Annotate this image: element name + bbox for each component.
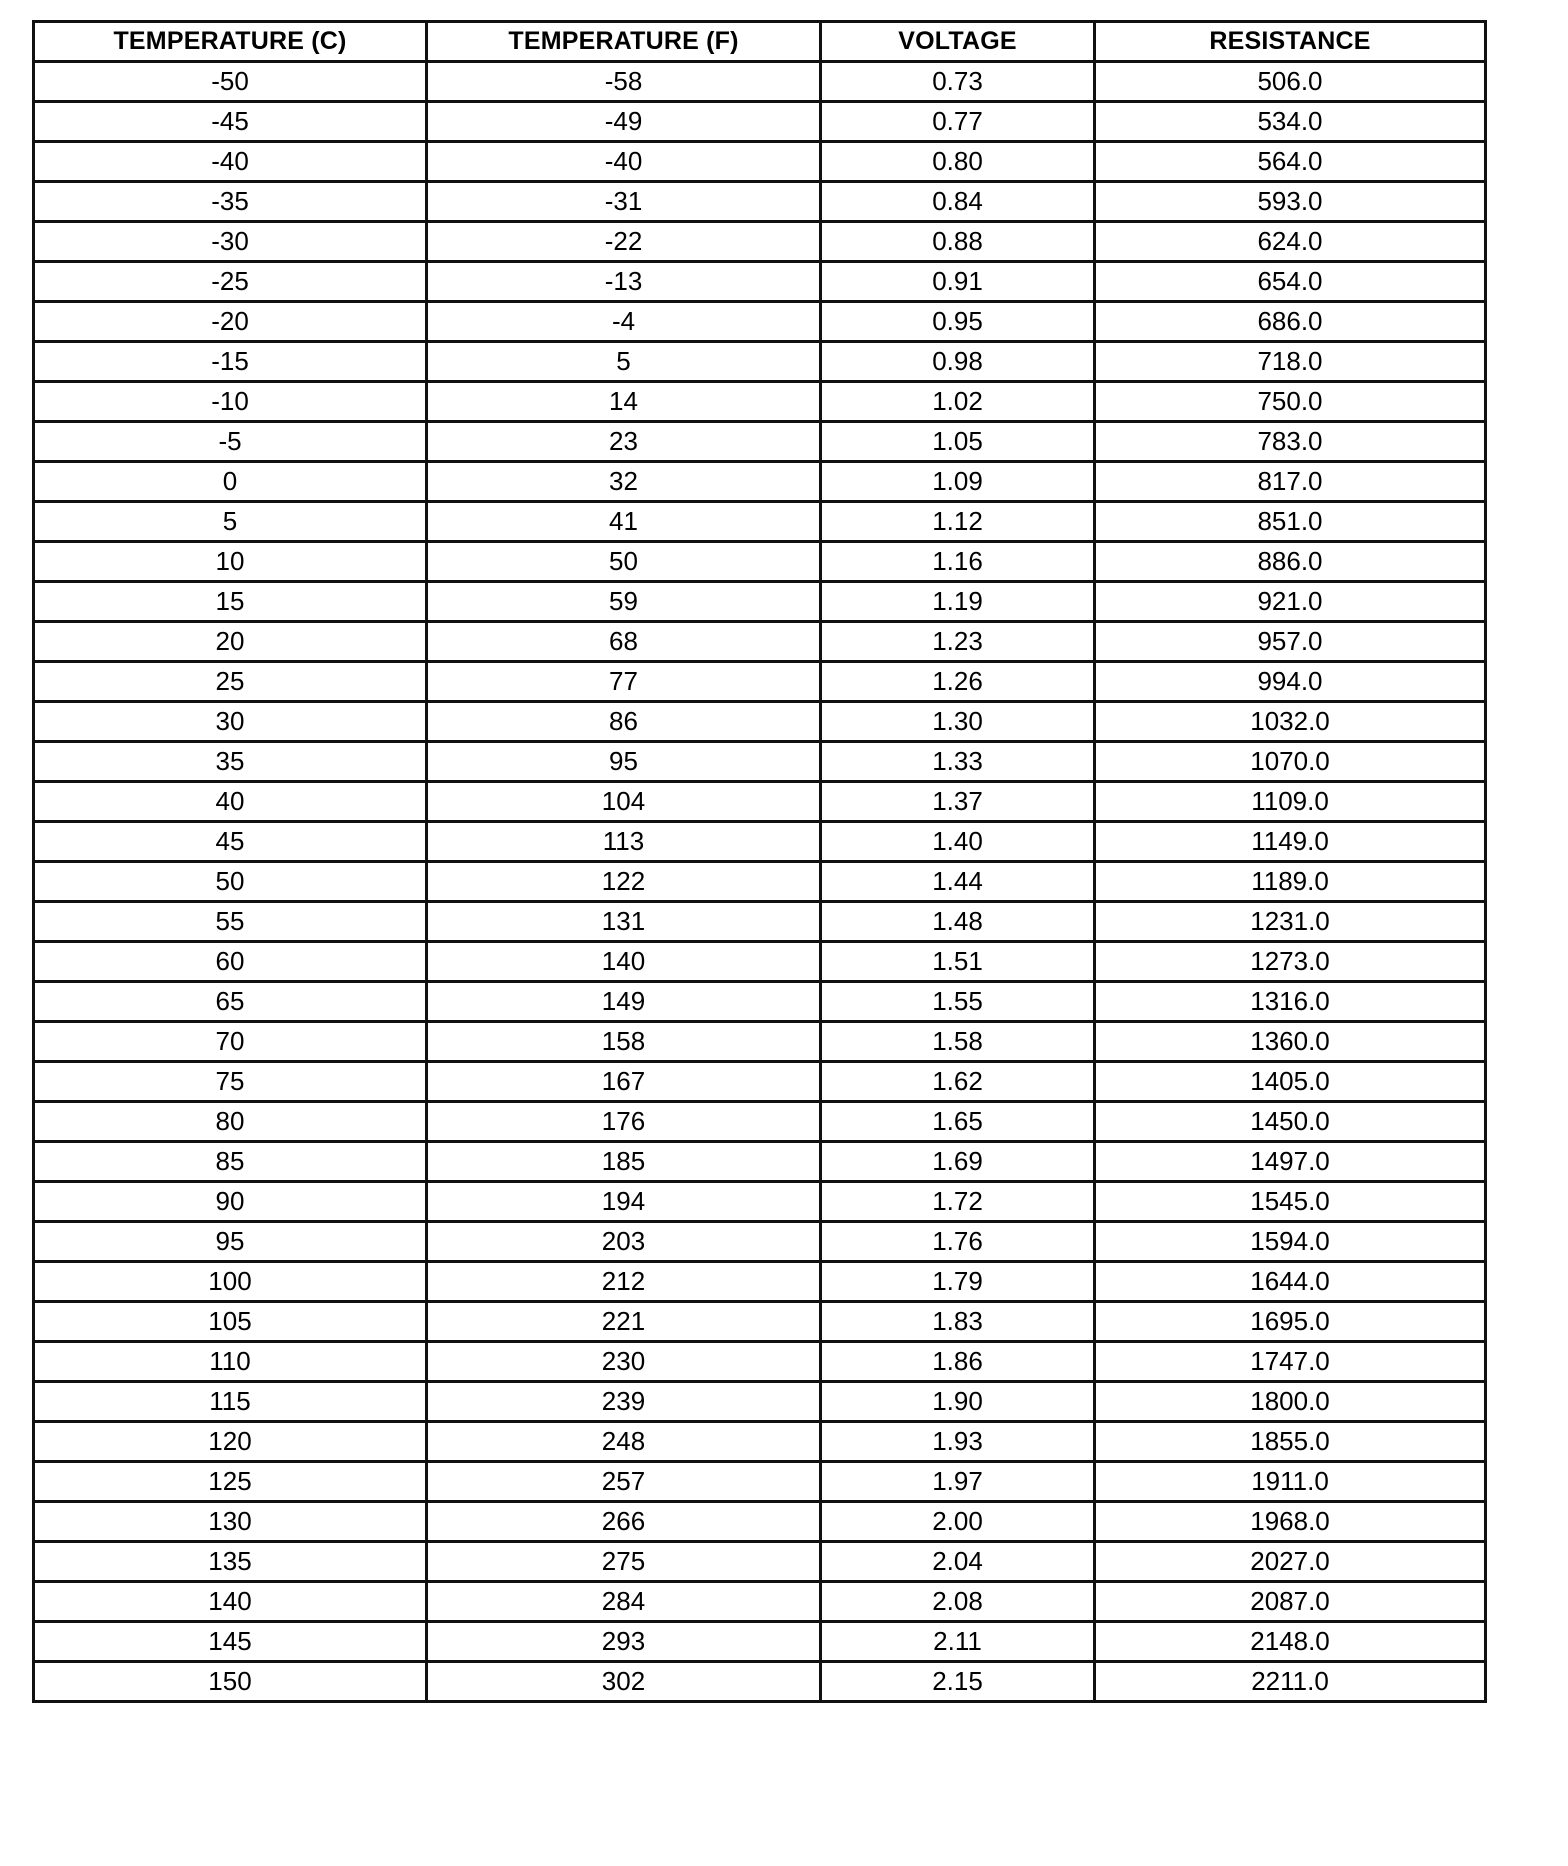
cell-temperature-c: 85: [34, 1142, 427, 1182]
table-row: [34, 1622, 1486, 1662]
cell-voltage: 0.88: [821, 222, 1095, 262]
cell-temperature-f: 257: [427, 1462, 821, 1502]
cell-resistance: 624.0: [1095, 222, 1486, 262]
header-temperature-f: TEMPERATURE (F): [427, 22, 821, 62]
cell-resistance: 654.0: [1095, 262, 1486, 302]
table-row: [34, 1662, 1486, 1702]
cell-temperature-c: -30: [34, 222, 427, 262]
cell-temperature-f: 167: [427, 1062, 821, 1102]
cell-temperature-f: 230: [427, 1342, 821, 1382]
cell-voltage: 1.97: [821, 1462, 1095, 1502]
cell-temperature-f: 122: [427, 862, 821, 902]
cell-temperature-c: 40: [34, 782, 427, 822]
cell-temperature-f: 221: [427, 1302, 821, 1342]
cell-voltage: 1.90: [821, 1382, 1095, 1422]
cell-temperature-c: 90: [34, 1182, 427, 1222]
cell-temperature-c: 105: [34, 1302, 427, 1342]
cell-voltage: 1.93: [821, 1422, 1095, 1462]
cell-resistance: 1032.0: [1095, 702, 1486, 742]
cell-temperature-f: 176: [427, 1102, 821, 1142]
cell-temperature-c: 75: [34, 1062, 427, 1102]
header-row: [34, 22, 1486, 62]
cell-temperature-c: 80: [34, 1102, 427, 1142]
table-row: [34, 822, 1486, 862]
cell-voltage: 1.76: [821, 1222, 1095, 1262]
table-row: [34, 1142, 1486, 1182]
cell-temperature-f: 293: [427, 1622, 821, 1662]
cell-temperature-c: -5: [34, 422, 427, 462]
cell-voltage: 1.62: [821, 1062, 1095, 1102]
cell-temperature-f: -13: [427, 262, 821, 302]
table-row: [34, 1302, 1486, 1342]
cell-resistance: 1273.0: [1095, 942, 1486, 982]
cell-temperature-c: 55: [34, 902, 427, 942]
cell-voltage: 1.48: [821, 902, 1095, 942]
cell-temperature-f: 50: [427, 542, 821, 582]
cell-temperature-c: 45: [34, 822, 427, 862]
cell-temperature-c: 10: [34, 542, 427, 582]
cell-temperature-c: -50: [34, 62, 427, 102]
cell-voltage: 1.69: [821, 1142, 1095, 1182]
cell-resistance: 851.0: [1095, 502, 1486, 542]
cell-voltage: 0.91: [821, 262, 1095, 302]
table-row: [34, 1062, 1486, 1102]
table-row: [34, 222, 1486, 262]
cell-temperature-c: 70: [34, 1022, 427, 1062]
table-row: [34, 382, 1486, 422]
table-row: [34, 62, 1486, 102]
cell-temperature-c: 25: [34, 662, 427, 702]
cell-resistance: 1149.0: [1095, 822, 1486, 862]
cell-temperature-f: 95: [427, 742, 821, 782]
table-row: [34, 342, 1486, 382]
cell-temperature-f: -4: [427, 302, 821, 342]
cell-resistance: 1594.0: [1095, 1222, 1486, 1262]
table-row: [34, 462, 1486, 502]
cell-voltage: 0.98: [821, 342, 1095, 382]
cell-resistance: 506.0: [1095, 62, 1486, 102]
cell-temperature-f: 113: [427, 822, 821, 862]
cell-resistance: 1070.0: [1095, 742, 1486, 782]
cell-voltage: 2.08: [821, 1582, 1095, 1622]
cell-voltage: 1.65: [821, 1102, 1095, 1142]
table-row: [34, 782, 1486, 822]
cell-temperature-f: 23: [427, 422, 821, 462]
cell-voltage: 1.79: [821, 1262, 1095, 1302]
cell-temperature-f: -40: [427, 142, 821, 182]
cell-resistance: 2087.0: [1095, 1582, 1486, 1622]
cell-voltage: 1.12: [821, 502, 1095, 542]
cell-resistance: 686.0: [1095, 302, 1486, 342]
cell-voltage: 1.26: [821, 662, 1095, 702]
cell-temperature-c: 60: [34, 942, 427, 982]
cell-temperature-c: -25: [34, 262, 427, 302]
cell-temperature-c: 65: [34, 982, 427, 1022]
cell-resistance: 1800.0: [1095, 1382, 1486, 1422]
cell-temperature-c: -10: [34, 382, 427, 422]
cell-voltage: 1.33: [821, 742, 1095, 782]
cell-temperature-f: 77: [427, 662, 821, 702]
cell-temperature-f: 266: [427, 1502, 821, 1542]
cell-voltage: 1.51: [821, 942, 1095, 982]
table-row: [34, 1182, 1486, 1222]
cell-resistance: 1405.0: [1095, 1062, 1486, 1102]
cell-temperature-f: 5: [427, 342, 821, 382]
table-row: [34, 1582, 1486, 1622]
table-row: [34, 1382, 1486, 1422]
cell-resistance: 750.0: [1095, 382, 1486, 422]
cell-voltage: 1.23: [821, 622, 1095, 662]
cell-resistance: 1450.0: [1095, 1102, 1486, 1142]
cell-resistance: 1316.0: [1095, 982, 1486, 1022]
cell-voltage: 1.30: [821, 702, 1095, 742]
table-row: [34, 622, 1486, 662]
cell-voltage: 2.15: [821, 1662, 1095, 1702]
table-row: [34, 942, 1486, 982]
table-body: [34, 62, 1486, 1702]
cell-voltage: 1.02: [821, 382, 1095, 422]
cell-resistance: 1497.0: [1095, 1142, 1486, 1182]
cell-resistance: 921.0: [1095, 582, 1486, 622]
cell-resistance: 1360.0: [1095, 1022, 1486, 1062]
table-row: [34, 662, 1486, 702]
cell-temperature-c: 5: [34, 502, 427, 542]
cell-voltage: 2.04: [821, 1542, 1095, 1582]
cell-temperature-f: 140: [427, 942, 821, 982]
cell-temperature-c: -35: [34, 182, 427, 222]
cell-resistance: 534.0: [1095, 102, 1486, 142]
cell-temperature-c: 30: [34, 702, 427, 742]
cell-voltage: 1.58: [821, 1022, 1095, 1062]
cell-temperature-c: 150: [34, 1662, 427, 1702]
cell-temperature-f: 59: [427, 582, 821, 622]
cell-resistance: 957.0: [1095, 622, 1486, 662]
table-row: [34, 1262, 1486, 1302]
cell-temperature-c: 120: [34, 1422, 427, 1462]
cell-temperature-f: 239: [427, 1382, 821, 1422]
cell-temperature-c: 50: [34, 862, 427, 902]
cell-temperature-f: 194: [427, 1182, 821, 1222]
cell-temperature-f: -22: [427, 222, 821, 262]
cell-voltage: 0.73: [821, 62, 1095, 102]
cell-temperature-f: 248: [427, 1422, 821, 1462]
cell-resistance: 1189.0: [1095, 862, 1486, 902]
cell-resistance: 564.0: [1095, 142, 1486, 182]
cell-resistance: 1855.0: [1095, 1422, 1486, 1462]
table-row: [34, 1022, 1486, 1062]
cell-temperature-c: 140: [34, 1582, 427, 1622]
temperature-voltage-resistance-table: [32, 20, 1487, 1703]
table-row: [34, 262, 1486, 302]
cell-resistance: 1109.0: [1095, 782, 1486, 822]
table-row: [34, 422, 1486, 462]
table-row: [34, 182, 1486, 222]
cell-voltage: 1.37: [821, 782, 1095, 822]
cell-resistance: 2027.0: [1095, 1542, 1486, 1582]
cell-temperature-f: 41: [427, 502, 821, 542]
table-row: [34, 1102, 1486, 1142]
table-row: [34, 1542, 1486, 1582]
cell-temperature-c: 110: [34, 1342, 427, 1382]
cell-temperature-c: 95: [34, 1222, 427, 1262]
cell-voltage: 1.72: [821, 1182, 1095, 1222]
table-row: [34, 902, 1486, 942]
cell-temperature-f: 32: [427, 462, 821, 502]
table-row: [34, 1502, 1486, 1542]
header-temperature-c: TEMPERATURE (C): [34, 22, 427, 62]
cell-temperature-c: 100: [34, 1262, 427, 1302]
cell-temperature-f: -49: [427, 102, 821, 142]
cell-resistance: 1545.0: [1095, 1182, 1486, 1222]
cell-voltage: 1.83: [821, 1302, 1095, 1342]
table-header: [34, 22, 1486, 62]
document-sheet: [32, 20, 1484, 1703]
cell-temperature-c: 35: [34, 742, 427, 782]
cell-temperature-c: -45: [34, 102, 427, 142]
cell-temperature-f: 302: [427, 1662, 821, 1702]
cell-resistance: 783.0: [1095, 422, 1486, 462]
header-resistance: RESISTANCE: [1095, 22, 1486, 62]
cell-temperature-c: 125: [34, 1462, 427, 1502]
cell-temperature-c: 0: [34, 462, 427, 502]
cell-resistance: 2211.0: [1095, 1662, 1486, 1702]
cell-voltage: 1.16: [821, 542, 1095, 582]
cell-temperature-f: 284: [427, 1582, 821, 1622]
table-row: [34, 1342, 1486, 1382]
cell-voltage: 0.80: [821, 142, 1095, 182]
cell-resistance: 817.0: [1095, 462, 1486, 502]
cell-temperature-f: 68: [427, 622, 821, 662]
cell-resistance: 886.0: [1095, 542, 1486, 582]
table-row: [34, 982, 1486, 1022]
cell-voltage: 1.09: [821, 462, 1095, 502]
cell-voltage: 0.95: [821, 302, 1095, 342]
cell-resistance: 1695.0: [1095, 1302, 1486, 1342]
cell-voltage: 1.55: [821, 982, 1095, 1022]
table-row: [34, 1222, 1486, 1262]
cell-temperature-c: 15: [34, 582, 427, 622]
cell-temperature-f: 131: [427, 902, 821, 942]
cell-resistance: 1968.0: [1095, 1502, 1486, 1542]
cell-resistance: 994.0: [1095, 662, 1486, 702]
cell-resistance: 1644.0: [1095, 1262, 1486, 1302]
cell-temperature-f: 158: [427, 1022, 821, 1062]
cell-voltage: 0.84: [821, 182, 1095, 222]
cell-temperature-c: 145: [34, 1622, 427, 1662]
cell-temperature-f: 185: [427, 1142, 821, 1182]
cell-resistance: 593.0: [1095, 182, 1486, 222]
cell-temperature-f: 86: [427, 702, 821, 742]
cell-voltage: 2.00: [821, 1502, 1095, 1542]
cell-temperature-f: 14: [427, 382, 821, 422]
table-row: [34, 702, 1486, 742]
table-row: [34, 1422, 1486, 1462]
cell-temperature-f: 203: [427, 1222, 821, 1262]
cell-temperature-f: 149: [427, 982, 821, 1022]
table-row: [34, 542, 1486, 582]
cell-temperature-f: 275: [427, 1542, 821, 1582]
table-row: [34, 582, 1486, 622]
cell-temperature-c: -40: [34, 142, 427, 182]
cell-temperature-c: 20: [34, 622, 427, 662]
cell-temperature-f: -58: [427, 62, 821, 102]
table-row: [34, 142, 1486, 182]
header-voltage: VOLTAGE: [821, 22, 1095, 62]
cell-voltage: 1.86: [821, 1342, 1095, 1382]
cell-voltage: 1.40: [821, 822, 1095, 862]
cell-temperature-f: -31: [427, 182, 821, 222]
cell-temperature-c: -15: [34, 342, 427, 382]
table-row: [34, 102, 1486, 142]
cell-voltage: 1.44: [821, 862, 1095, 902]
cell-temperature-f: 104: [427, 782, 821, 822]
cell-voltage: 1.05: [821, 422, 1095, 462]
cell-resistance: 718.0: [1095, 342, 1486, 382]
cell-temperature-c: 135: [34, 1542, 427, 1582]
table-row: [34, 1462, 1486, 1502]
cell-temperature-c: 130: [34, 1502, 427, 1542]
cell-resistance: 1231.0: [1095, 902, 1486, 942]
cell-resistance: 1911.0: [1095, 1462, 1486, 1502]
table-row: [34, 742, 1486, 782]
cell-voltage: 0.77: [821, 102, 1095, 142]
table-row: [34, 502, 1486, 542]
cell-temperature-c: 115: [34, 1382, 427, 1422]
cell-temperature-c: -20: [34, 302, 427, 342]
table-row: [34, 862, 1486, 902]
cell-resistance: 2148.0: [1095, 1622, 1486, 1662]
cell-voltage: 1.19: [821, 582, 1095, 622]
cell-voltage: 2.11: [821, 1622, 1095, 1662]
table-row: [34, 302, 1486, 342]
cell-resistance: 1747.0: [1095, 1342, 1486, 1382]
cell-temperature-f: 212: [427, 1262, 821, 1302]
